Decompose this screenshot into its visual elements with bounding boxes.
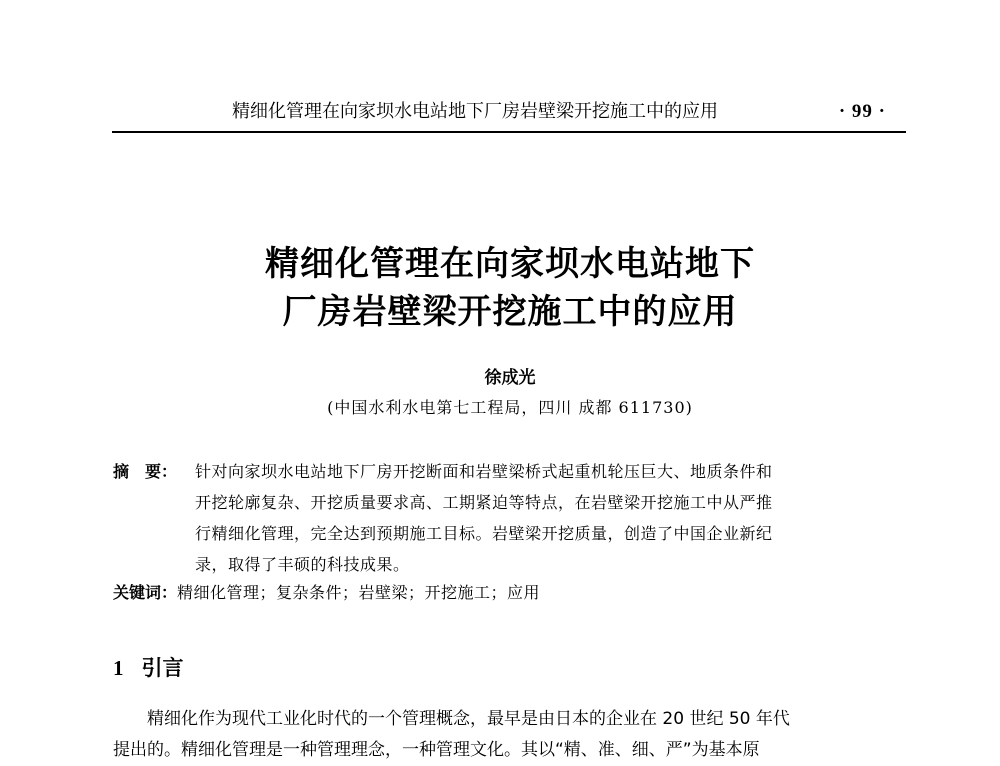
section-number: 1: [113, 656, 124, 680]
paragraph-line: 提出的。精细化管理是一种管理理念，一种管理文化。其以“精、准、细、严”为基本原: [113, 740, 760, 760]
header-divider: [112, 131, 906, 133]
running-header-title: 精细化管理在向家坝水电站地下厂房岩壁梁开挖施工中的应用: [232, 101, 718, 122]
abstract-line: 开挖轮廓复杂、开挖质量要求高、工期紧迫等特点，在岩壁梁开挖施工中从严推: [195, 493, 773, 512]
section-body: [113, 704, 908, 766]
author-affiliation: (中国水利水电第七工程局，四川 成都 611730): [327, 398, 693, 417]
abstract-line: 行精细化管理，完全达到预期施工目标。岩壁梁开挖质量，创造了中国企业新纪: [195, 524, 773, 543]
abstract-label: 摘 要：: [113, 462, 178, 481]
running-header: [232, 99, 892, 125]
abstract-line: 针对向家坝水电站地下厂房开挖断面和岩壁梁桥式起重机轮压巨大、地质条件和: [195, 462, 773, 481]
keywords: [113, 579, 908, 607]
paper-title-line: 厂房岩壁梁开挖施工中的应用: [282, 292, 738, 332]
section-title: 引言: [141, 656, 184, 680]
abstract-body: [195, 456, 907, 580]
section-heading: [113, 653, 184, 683]
page-number: · 99 ·: [838, 101, 886, 122]
abstract-line: 录，取得了丰硕的科技成果。: [195, 555, 410, 574]
paragraph-line: 精细化作为现代工业化时代的一个管理概念，最早是由日本的企业在 20 世纪 50 年代: [147, 709, 790, 729]
author-name: 徐成光: [484, 368, 536, 388]
paper-title: [150, 240, 870, 336]
paper-title-line: 精细化管理在向家坝水电站地下: [265, 244, 755, 284]
keywords-label: 关键词：: [113, 583, 178, 602]
keywords-text: 精细化管理；复杂条件；岩壁梁；开挖施工；应用: [177, 583, 541, 602]
